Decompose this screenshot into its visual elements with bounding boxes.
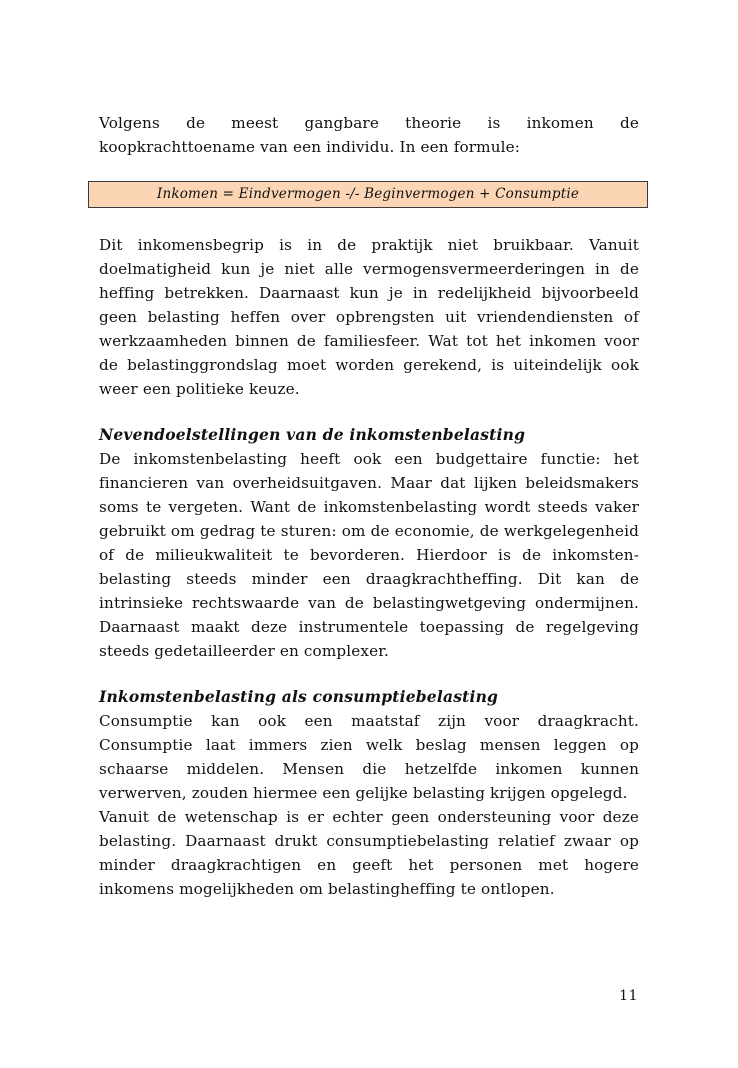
section-heading-consumptiebelasting: Inkomstenbelasting als consumptiebelasting — [99, 687, 499, 706]
consumptie-paragraph-1: Consumptie kan ook een maatstaf zijn voor draagkracht. Consumptie laat immers zien welk beslag mensen leggen op schaarse middelen. Mensen die hetzelfde inkomen kunnen verwerven, zouden hiermee een gelijke belasting krijgen opgelegd. — [99, 712, 639, 802]
page-body — [99, 111, 639, 901]
formula-box: Inkomen = Eindvermogen -/- Beginvermogen + Consumptie — [88, 181, 648, 208]
income-concept-paragraph: Dit inkomensbegrip is in de praktijk niet bruikbaar. Vanuit doelmatigheid kun je niet alle vermogensvermeerderingen in de heffing betrekken. Daarnaast kun je in redelijkheid bijvoorbeeld geen belasting heffen over opbrengsten uit vriendendiensten of werkzaamheden binnen de familiesfeer. Wat tot het inkomen voor de belastinggrondslag moet worden gerekend, is uiteindelijk ook weer een politieke keuze. — [99, 236, 639, 398]
page-number: 11 — [619, 988, 638, 1004]
nevendoelstellingen-paragraph: De inkomstenbelasting heeft ook een budgettaire functie: het financieren van overheidsuitgaven. Maar dat lijken beleidsmakers soms te vergeten. Want de inkomstenbelasting wordt steeds vaker gebruikt om gedrag te sturen: om de economie, de werkgelegenheid of de milieukwaliteit te bevorderen. Hierdoor is de inkomsten-belasting steeds minder een draagkrachtheffing. Dit kan de intrinsieke rechtswaarde van de belastingwetgeving ondermijnen. Daarnaast maakt deze instrumentele toepassing de regelgeving steeds gedetailleerder en complexer. — [99, 450, 639, 660]
consumptie-paragraph-2: Vanuit de wetenschap is er echter geen ondersteuning voor deze belasting. Daarnaast drukt consumptiebelasting relatief zwaar op minder draagkrachtigen en geeft het personen met hogere inkomens mogelijkheden om belastingheffing te ontlopen. — [99, 808, 639, 898]
section-heading-nevendoelstellingen: Nevendoelstellingen van de inkomstenbelasting — [99, 425, 526, 444]
intro-paragraph: Volgens de meest gangbare theorie is inkomen de koopkrachttoename van een individu. In een formule: — [99, 114, 639, 156]
